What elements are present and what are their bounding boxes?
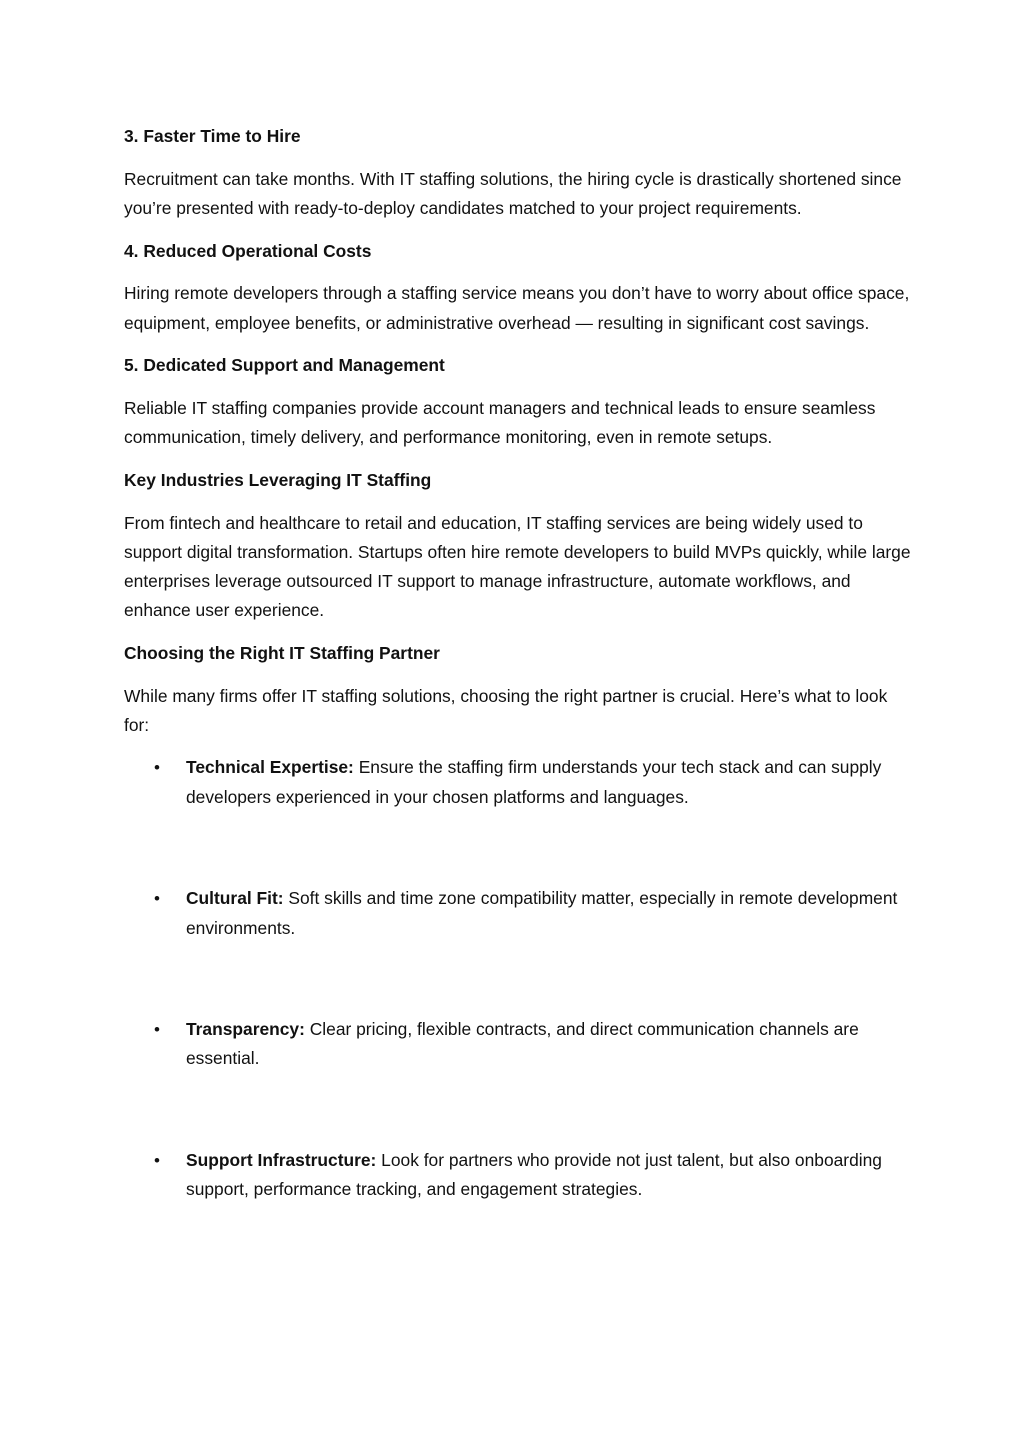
bullet-term: Transparency: [186,1019,305,1040]
section-paragraph: Reliable IT staffing companies provide account managers and technical leads to ensure seamless communication, timely delivery, and performance monitoring, even in remote setups. [124,397,876,448]
bullet-icon: • [154,1151,160,1171]
section-heading: Key Industries Leveraging IT Staffing [124,469,432,490]
criteria-bullet-list [124,753,914,1204]
bullet-icon: • [154,889,160,909]
bullet-text: Clear pricing, flexible contracts, and direct communication channels are essential. [186,1019,859,1069]
section-paragraph: While many firms offer IT staffing solutions, choosing the right partner is crucial. Here’s what to look for: [124,685,888,735]
section-faster-time-to-hire [124,122,914,223]
bullet-item-support-infrastructure [124,1146,914,1204]
bullet-text: Soft skills and time zone compatibility matter, especially in remote development environments. [186,888,898,938]
section-reduced-operational-costs [124,237,914,338]
section-choosing-partner [124,639,914,740]
bullet-item-cultural-fit [124,884,914,942]
section-heading: Choosing the Right IT Staffing Partner [124,642,440,663]
bullet-item-technical-expertise [124,753,914,811]
section-heading: 5. Dedicated Support and Management [124,355,445,376]
section-key-industries [124,466,914,626]
section-paragraph: Hiring remote developers through a staffing service means you don’t have to worry about office space, equipment, employee benefits, or administrative overhead — resulting in significant cost savings. [124,283,910,333]
bullet-item-transparency [124,1015,914,1073]
bullet-text: Ensure the staffing firm understands your tech stack and can supply developers experienced in your chosen platforms and languages. [186,757,882,807]
section-dedicated-support [124,351,914,452]
bullet-icon: • [154,1020,160,1040]
section-heading: 4. Reduced Operational Costs [124,240,372,261]
section-heading: 3. Faster Time to Hire [124,126,301,146]
section-paragraph: From fintech and healthcare to retail and education, IT staffing services are being widely used to support digital transformation. Startups often hire remote developers to build MVPs quickly, while large enterprises leverage outsourced IT support to manage infrastructure, automate workflows, and enhance user experience. [124,512,911,621]
bullet-term: Cultural Fit: [186,888,284,909]
bullet-term: Support Infrastructure: [186,1150,377,1171]
document-content [124,122,914,1205]
bullet-text: Look for partners who provide not just talent, but also onboarding support, performance tracking, and engagement strategies. [186,1150,882,1200]
bullet-term: Technical Expertise: [186,757,354,778]
bullet-icon: • [154,758,160,778]
section-paragraph: Recruitment can take months. With IT staffing solutions, the hiring cycle is drastically shortened since you’re presented with ready-to-deploy candidates matched to your project requirements. [124,168,902,218]
